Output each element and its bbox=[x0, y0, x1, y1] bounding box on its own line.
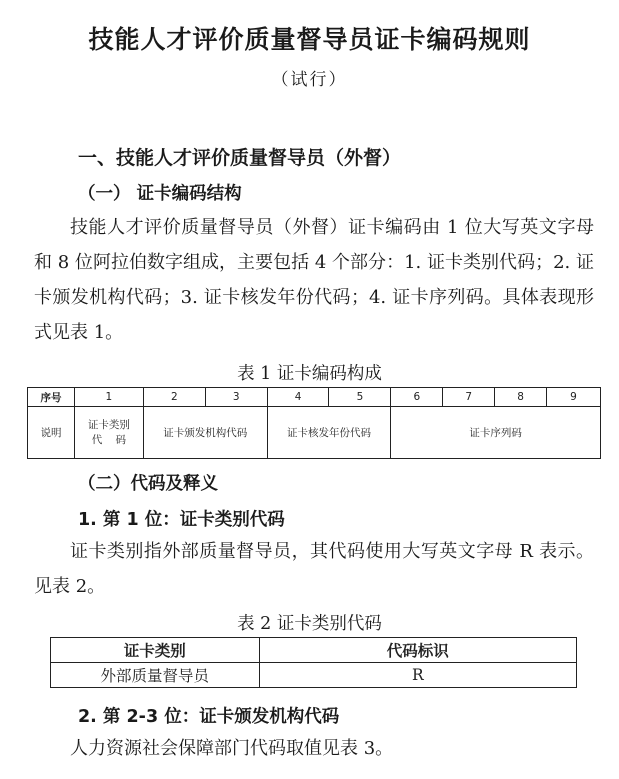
position-cell: 2 bbox=[143, 388, 205, 407]
table2-caption: 表 2 证卡类别代码 bbox=[237, 614, 382, 634]
type-code-paragraph: 证卡类别指外部质量督导员，其代码使用大写英文字母 R 表示。见表 2。 bbox=[34, 541, 594, 597]
code-structure-table bbox=[27, 387, 601, 459]
position-cell: 6 bbox=[391, 388, 443, 407]
subsection-heading-codes: （二）代码及释义 bbox=[78, 474, 218, 494]
document-subtitle: （试行） bbox=[271, 70, 348, 90]
section-heading-1: 一、技能人才评价质量督导员（外督） bbox=[78, 147, 402, 169]
table-row bbox=[51, 638, 577, 663]
serial-code-cell: 证卡序列码 bbox=[391, 407, 601, 459]
position-cell: 4 bbox=[267, 388, 329, 407]
table1-caption: 表 1 证卡编码构成 bbox=[237, 364, 382, 384]
year-code-cell: 证卡核发年份代码 bbox=[267, 407, 391, 459]
subsection-heading-structure: （一） 证卡编码结构 bbox=[78, 184, 242, 204]
document-title: 技能人才评价质量督导员证卡编码规则 bbox=[88, 25, 531, 54]
issuer-code-paragraph: 人力资源社会保障部门代码取值见表 3。 bbox=[70, 738, 394, 759]
position-cell: 3 bbox=[205, 388, 267, 407]
position-cell: 7 bbox=[443, 388, 495, 407]
table-row bbox=[28, 407, 601, 459]
type-code-table bbox=[50, 637, 577, 688]
table-header-cell: 序号 bbox=[28, 388, 75, 407]
item-heading-2: 2. 第 2-3 位：证卡颁发机构代码 bbox=[78, 707, 340, 727]
issuer-code-cell: 证卡颁发机构代码 bbox=[143, 407, 267, 459]
table-header-cell: 代码标识 bbox=[259, 638, 576, 663]
type-code-line2: 代 码 bbox=[91, 433, 127, 446]
structure-paragraph: 技能人才评价质量督导员（外督）证卡编码由 1 位大写英文字母和 8 位阿拉伯数字组成，主要包括 4 个部分：1. 证卡类别代码；2. 证卡颁发机构代码；3. 证卡核发年份代码；4. 证卡序列码。具体表现形式见表 1。 bbox=[34, 217, 594, 343]
table-header-cell: 证卡类别 bbox=[51, 638, 260, 663]
table-row bbox=[28, 388, 601, 407]
position-cell: 9 bbox=[547, 388, 601, 407]
table-cell: 外部质量督导员 bbox=[51, 663, 260, 688]
position-cell: 1 bbox=[74, 388, 143, 407]
description-label-cell: 说明 bbox=[28, 407, 75, 459]
position-cell: 8 bbox=[495, 388, 547, 407]
table-cell: R bbox=[259, 663, 576, 688]
type-code-line1: 证卡类别 bbox=[87, 418, 130, 431]
item-heading-1: 1. 第 1 位：证卡类别代码 bbox=[78, 510, 285, 530]
table-row bbox=[51, 663, 577, 688]
position-cell: 5 bbox=[329, 388, 391, 407]
type-code-cell bbox=[74, 407, 143, 459]
